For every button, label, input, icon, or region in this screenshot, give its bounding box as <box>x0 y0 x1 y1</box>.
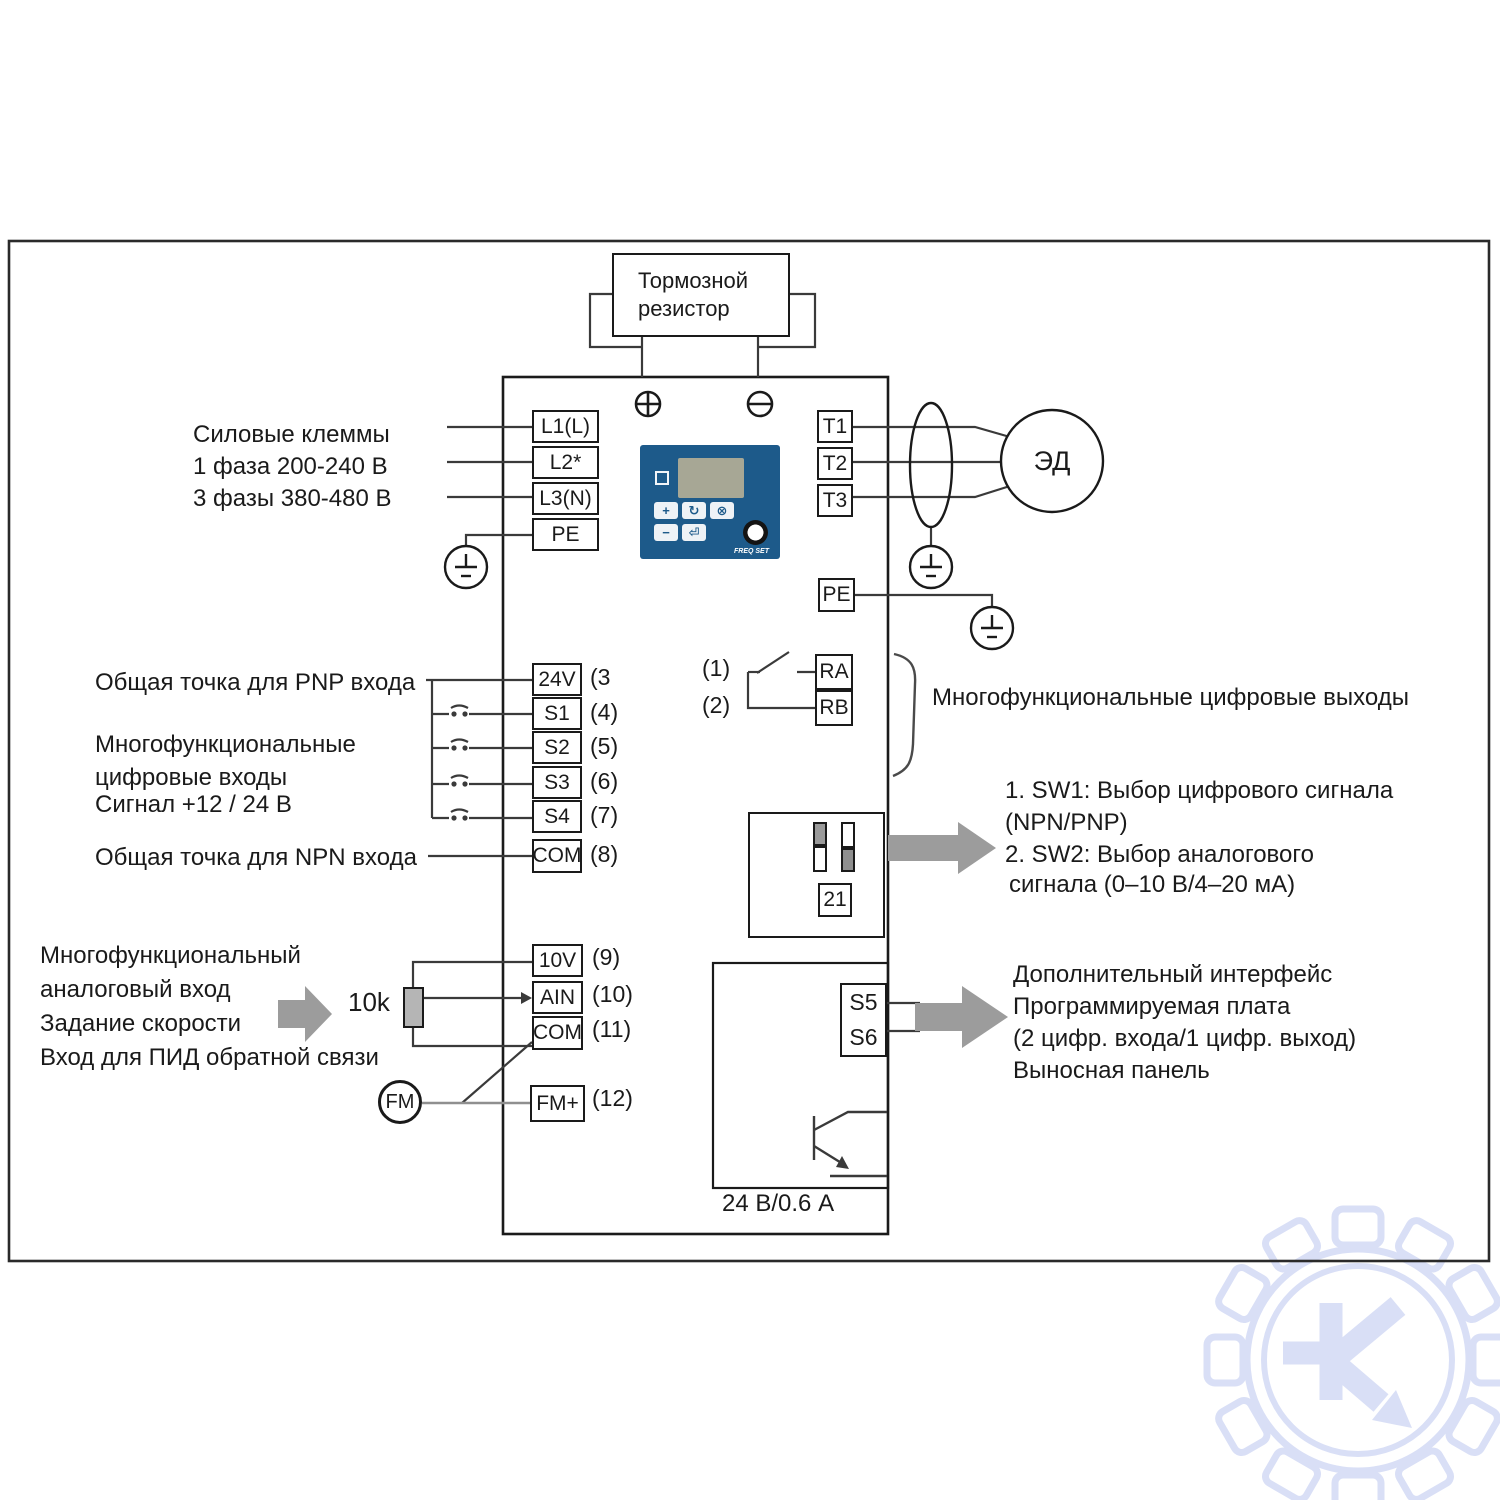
terminal-l2: L2* <box>532 446 599 479</box>
ground-icon <box>971 607 1013 649</box>
analog-input-label: аналоговый вход <box>40 976 231 1003</box>
minus-terminal-icon <box>748 392 772 416</box>
terminal-t3: T3 <box>817 484 853 517</box>
terminal-ain: AIN <box>532 981 583 1014</box>
pin-number: (7) <box>590 802 619 828</box>
sw-note-line: 2. SW2: Выбор аналогового <box>1005 841 1314 868</box>
power-terminals-title: Силовые клеммы <box>193 421 390 448</box>
cable-shield-ellipse <box>910 403 952 527</box>
keypad-minus-button: − <box>654 524 678 541</box>
terminal-l1: L1(L) <box>532 410 599 443</box>
digital-input-wires <box>426 680 532 856</box>
watermark-gear-logo <box>1207 1209 1500 1500</box>
keypad-knob-label: FREQ SET <box>734 548 770 555</box>
transistor-icon <box>814 1112 887 1176</box>
relay-pin-1: (1) <box>702 655 731 681</box>
arrow-icon <box>888 822 996 874</box>
sw-note-line: (NPN/PNP) <box>1005 809 1128 836</box>
terminal-pe-left: PE <box>532 518 599 551</box>
terminal-s5s6-box <box>840 983 887 1057</box>
switch-block-id: 21 <box>818 883 852 917</box>
pin-number: (3 <box>590 664 611 690</box>
sw-note-line: сигнала (0–10 В/4–20 мА) <box>1009 871 1296 898</box>
pin-number: (8) <box>590 841 619 867</box>
power-phase3-label: 3 фазы 380-480 В <box>193 485 392 512</box>
keypad-panel <box>640 445 780 559</box>
emitter-arrowhead <box>836 1156 849 1169</box>
power-wires <box>447 427 532 546</box>
relay-pin-2: (2) <box>702 692 731 718</box>
terminal-com-digital: COM <box>532 839 582 873</box>
brake-resistor-box <box>612 253 790 337</box>
keypad-enter-button: ⏎ <box>682 524 706 541</box>
terminal-s4: S4 <box>532 800 582 833</box>
keypad-stop-button: ⊗ <box>710 502 734 519</box>
option-interface-label: Программируемая плата <box>1013 993 1291 1020</box>
pin-number: (4) <box>590 699 619 725</box>
terminal-l3: L3(N) <box>532 482 599 515</box>
relay-output-wires <box>748 652 815 708</box>
pin-number: (6) <box>590 768 619 794</box>
digital-inputs-label: цифровые входы <box>95 764 288 791</box>
terminal-s1: S1 <box>532 697 582 730</box>
contact-dots <box>451 711 467 820</box>
brake-resistor-label: резистор <box>638 296 730 321</box>
analog-input-label: Многофункциональный <box>40 942 301 969</box>
terminal-s3: S3 <box>532 766 582 799</box>
terminal-s6: S6 <box>849 1024 878 1050</box>
digital-inputs-label: Многофункциональные <box>95 731 356 758</box>
keypad-run-button: ↻ <box>682 502 706 519</box>
option-interface-label: (2 цифр. входа/1 цифр. выход) <box>1013 1025 1357 1052</box>
pin-number: (9) <box>592 944 621 970</box>
terminal-t1: T1 <box>817 410 853 443</box>
potentiometer <box>404 988 423 1027</box>
terminal-pe-right: PE <box>818 578 855 612</box>
terminal-s5: S5 <box>849 989 878 1015</box>
output-group-bracket <box>893 654 915 776</box>
brake-resistor-label: Тормозной <box>638 268 749 293</box>
analog-input-wires <box>413 962 532 1103</box>
terminal-24v: 24V <box>532 663 582 696</box>
potentiometer-value: 10k <box>348 987 390 1017</box>
output-rating-label: 24 В/0.6 А <box>722 1190 835 1217</box>
keypad-indicator <box>655 471 669 485</box>
pnp-common-label: Общая точка для PNP входа <box>95 669 416 696</box>
pin-number: (11) <box>592 1016 632 1042</box>
npn-common-label: Общая точка для NPN входа <box>95 844 417 871</box>
terminal-com-analog: COM <box>532 1016 583 1050</box>
terminal-ra: RA <box>815 654 853 690</box>
motor-label: ЭД <box>1033 445 1071 476</box>
ground-icon <box>445 546 487 588</box>
sw1-slide-switch <box>813 822 827 872</box>
pin-number: (10) <box>592 981 633 1007</box>
option-interface-label: Дополнительный интерфейс <box>1013 961 1333 988</box>
arrow-icon <box>915 986 1008 1048</box>
terminal-s2: S2 <box>532 731 582 764</box>
keypad-plus-button: + <box>654 502 678 519</box>
power-phase1-label: 1 фаза 200-240 В <box>193 453 388 480</box>
digital-outputs-label: Многофункциональные цифровые выходы <box>932 684 1409 711</box>
keypad-freq-knob <box>743 520 768 545</box>
wiper-arrowhead <box>521 992 532 1004</box>
arrow-icon <box>278 986 332 1042</box>
analog-input-label: Вход для ПИД обратной связи <box>40 1044 379 1071</box>
keypad-display <box>678 458 744 498</box>
analog-input-label: Задание скорости <box>40 1010 242 1037</box>
ground-icon <box>910 546 952 588</box>
sw-note-line: 1. SW1: Выбор цифрового сигнала <box>1005 777 1394 804</box>
terminal-10v: 10V <box>532 944 583 977</box>
terminal-fm-plus: FM+ <box>530 1085 585 1122</box>
terminal-rb: RB <box>815 690 853 726</box>
sw2-slide-switch <box>841 822 855 872</box>
pin-number: (12) <box>592 1085 633 1111</box>
pin-number: (5) <box>590 733 619 759</box>
terminal-t2: T2 <box>817 447 853 480</box>
fm-meter-circle: FM <box>378 1080 422 1124</box>
plus-terminal-icon <box>636 392 660 416</box>
digital-inputs-label: Сигнал +12 / 24 В <box>95 791 292 818</box>
option-interface-label: Выносная панель <box>1013 1057 1210 1084</box>
